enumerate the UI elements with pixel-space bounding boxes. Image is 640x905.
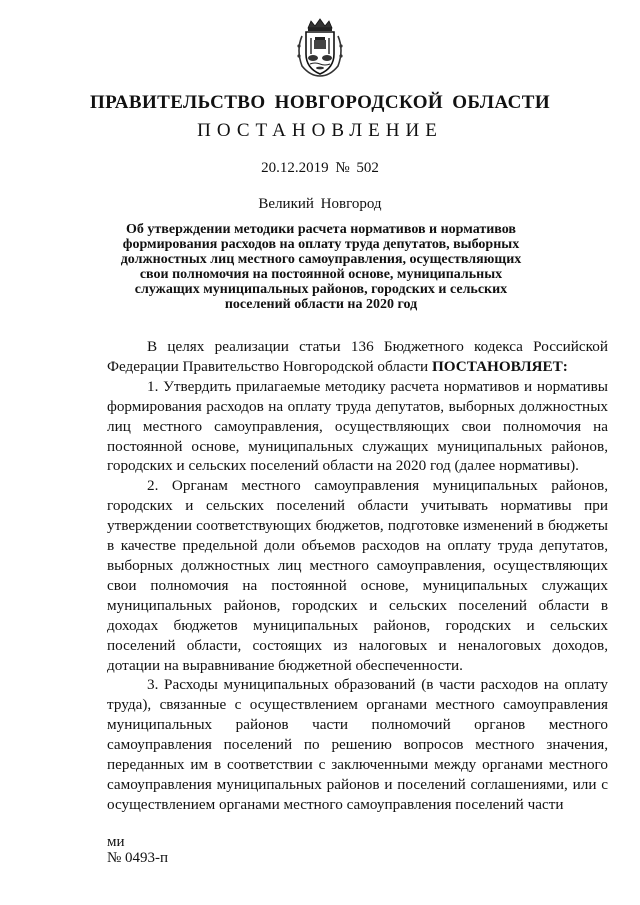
preamble-paragraph [107,337,608,377]
preamble-text: В целях реализации статьи 136 Бюджетного кодекса Российской Федерации Правительство Новгородской области [107,338,608,375]
footer-marks [107,834,168,866]
document-type: ПОСТАНОВЛЕНИЕ [197,120,443,141]
item-paragraph: 3. Расходы муниципальных образований (в части расходов на оплату труда), связанные с осуществлением органами местного самоуправления муниципальных районов части полномочий органов местного самоуправления поселений по решению вопросов местного значения, переданных им в соответствии с заключенными между органами местного самоуправления муниципальных районов и поселений соглашениями, или с осуществлением органами местного самоуправления поселений части [107,676,608,813]
preamble-keyword: ПОСТАНОВЛЯЕТ: [431,357,568,375]
item-paragraph: 1. Утвердить прилагаемые методику расчета нормативов и нормативы формирования расходов на оплату труда депутатов, выборных должностных лиц местного самоуправления, осуществляющих свои полномочия на постоянной основе, муниципальных служащих муниципальных районов, городских и сельских поселений области на 2020 год (далее нормативы). [107,377,608,475]
item-paragraph: 2. Органам местного самоуправления муниципальных районов, городских и сельских поселений области учитывать нормативы при утверждении соответствующих бюджетов, подготовке изменений в бюджеты в качестве предельной доли объемов расходов на оплату труда депутатов, выборных должностных лиц местного самоуправления, осуществляющих свои полномочия на постоянной основе, муниципальных служащих муниципальных районов, городских и сельских поселений области в доходах бюджетов муниципальных районов, городских и сельских поселений области, состоящих из налоговых и неналоговых доходов, дотации на выравнивание бюджетной обеспеченности. [107,477,608,674]
document-city: Великий Новгород [258,196,382,212]
document-body [107,337,608,815]
footer-initials: ми [107,834,125,850]
coat-of-arms-icon [293,18,347,78]
document-heading: Об утверждении методики расчета нормативов и нормативов формирования расходов на оплату труда депутатов, выборных должностных лиц местного самоуправления, осуществляющих свои полномочия на постоянной основе, муниципальных служащих муниципальных районов, городских и сельских поселений области на 2020 год [120,222,522,312]
footer-number: № 0493-п [107,850,169,866]
organization-title: ПРАВИТЕЛЬСТВО НОВГОРОДСКОЙ ОБЛАСТИ [90,92,550,113]
document-date-number: 20.12.2019 № 502 [261,160,379,176]
